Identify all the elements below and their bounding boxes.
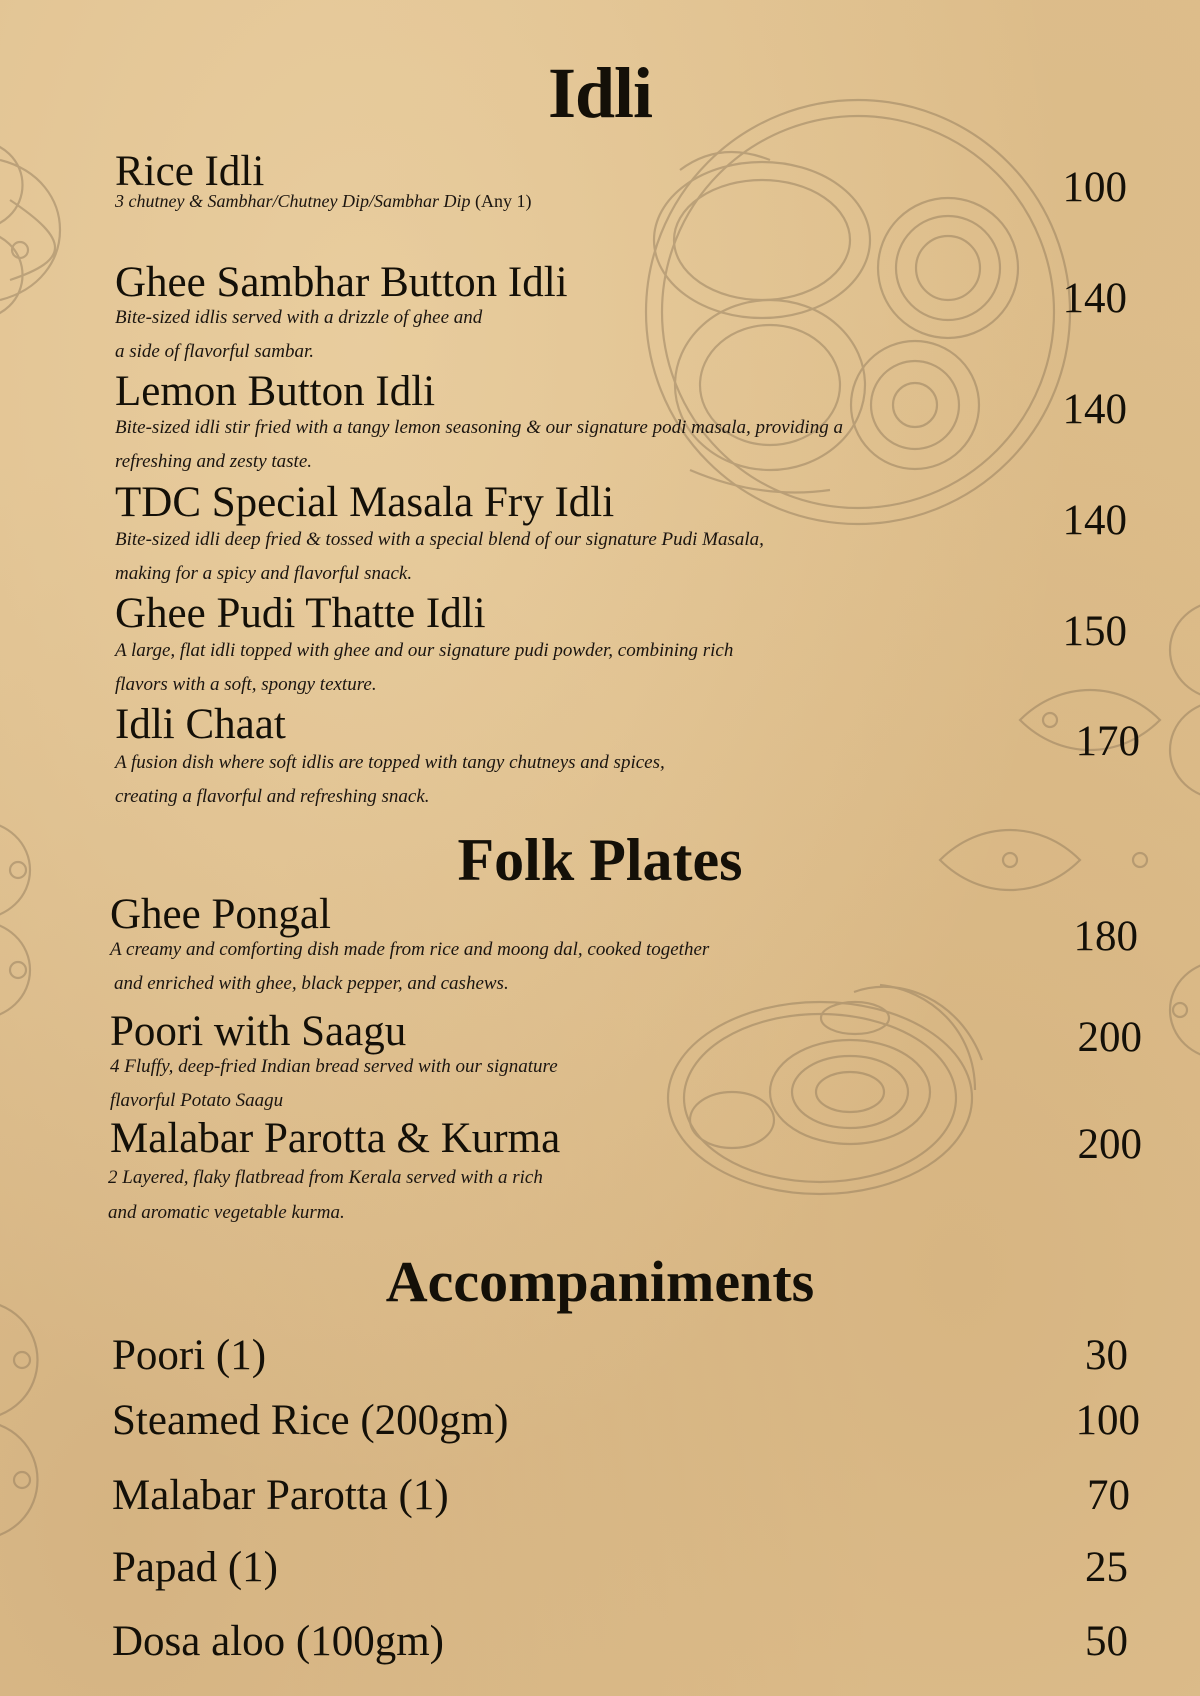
menu-item-price: 140 — [1062, 386, 1127, 433]
menu-item-description — [115, 192, 531, 210]
menu-item-name: TDC Special Masala Fry Idli — [115, 479, 615, 526]
menu-item-name: Malabar Parotta & Kurma — [110, 1115, 561, 1162]
menu-item-price: 200 — [1077, 1014, 1142, 1061]
menu-item-description: Bite-sized idlis served with a drizzle of ghee and — [115, 307, 483, 328]
menu-item-price: 25 — [1085, 1544, 1128, 1591]
section-title-accompaniments: Accompaniments — [385, 1249, 815, 1314]
menu-item-description: and aromatic vegetable kurma. — [108, 1202, 345, 1223]
menu-item-name: Malabar Parotta (1) — [112, 1472, 449, 1519]
menu-item-description: flavorful Potato Saagu — [110, 1090, 284, 1111]
menu-item-name: Steamed Rice (200gm) — [112, 1397, 509, 1444]
menu-item-price: 150 — [1062, 608, 1127, 655]
menu-item-description: creating a flavorful and refreshing snack. — [115, 786, 430, 807]
menu-item-price: 30 — [1085, 1332, 1128, 1379]
menu-item-price: 140 — [1062, 497, 1127, 544]
menu-item-description: 2 Layered, flaky flatbread from Kerala served with a rich — [108, 1167, 543, 1188]
menu-item-description: and enriched with ghee, black pepper, and cashews. — [114, 973, 509, 994]
menu-item-price: 50 — [1085, 1618, 1128, 1665]
menu-item-name: Poori (1) — [112, 1332, 267, 1379]
menu-item-name: Ghee Pongal — [110, 891, 331, 938]
menu-item-description: A creamy and comforting dish made from rice and moong dal, cooked together — [110, 939, 710, 960]
menu-item-description: Bite-sized idli deep fried & tossed with a special blend of our signature Pudi Masala, — [115, 529, 764, 550]
menu-item-name: Ghee Pudi Thatte Idli — [115, 590, 486, 637]
menu-item-description: A large, flat idli topped with ghee and our signature pudi powder, combining rich — [115, 640, 734, 661]
parotta-plate-sketch — [668, 985, 982, 1194]
menu-item-price: 100 — [1062, 164, 1127, 211]
menu-item-description: refreshing and zesty taste. — [115, 451, 313, 472]
menu-item-description: 4 Fluffy, deep-fried Indian bread served with our signature — [110, 1056, 558, 1077]
menu-item-description: making for a spicy and flavorful snack. — [115, 563, 413, 584]
section-title-idli: Idli — [547, 53, 653, 133]
menu-item-price: 180 — [1073, 913, 1138, 960]
section-title-folk-plates: Folk Plates — [457, 827, 743, 893]
menu-item-name: Poori with Saagu — [110, 1008, 407, 1055]
menu-item-price: 100 — [1075, 1397, 1140, 1444]
menu-item-description: Bite-sized idli stir fried with a tangy lemon seasoning & our signature podi masala, providing a — [115, 417, 843, 438]
menu-item-name: Ghee Sambhar Button Idli — [115, 259, 568, 306]
menu-item-price: 170 — [1075, 718, 1140, 765]
menu-item-name: Papad (1) — [112, 1544, 278, 1591]
menu-item-description: flavors with a soft, spongy texture. — [115, 674, 377, 695]
menu-item-description-italic: 3 chutney & Sambhar/Chutney Dip/Sambhar Dip — [115, 191, 471, 211]
menu-item-name: Rice Idli — [115, 148, 265, 195]
menu-item-price: 200 — [1077, 1121, 1142, 1168]
idli-plate-sketch — [646, 100, 1070, 524]
menu-item-price: 140 — [1062, 275, 1127, 322]
menu-item-name: Dosa aloo (100gm) — [112, 1618, 444, 1665]
menu-item-description: A fusion dish where soft idlis are topped with tangy chutneys and spices, — [115, 752, 665, 773]
menu-item-name: Lemon Button Idli — [115, 368, 436, 415]
menu-item-description: a side of flavorful sambar. — [115, 341, 314, 362]
menu-item-price: 70 — [1087, 1472, 1130, 1519]
menu-item-description-note: (Any 1) — [474, 191, 532, 211]
menu-item-name: Idli Chaat — [115, 701, 286, 748]
